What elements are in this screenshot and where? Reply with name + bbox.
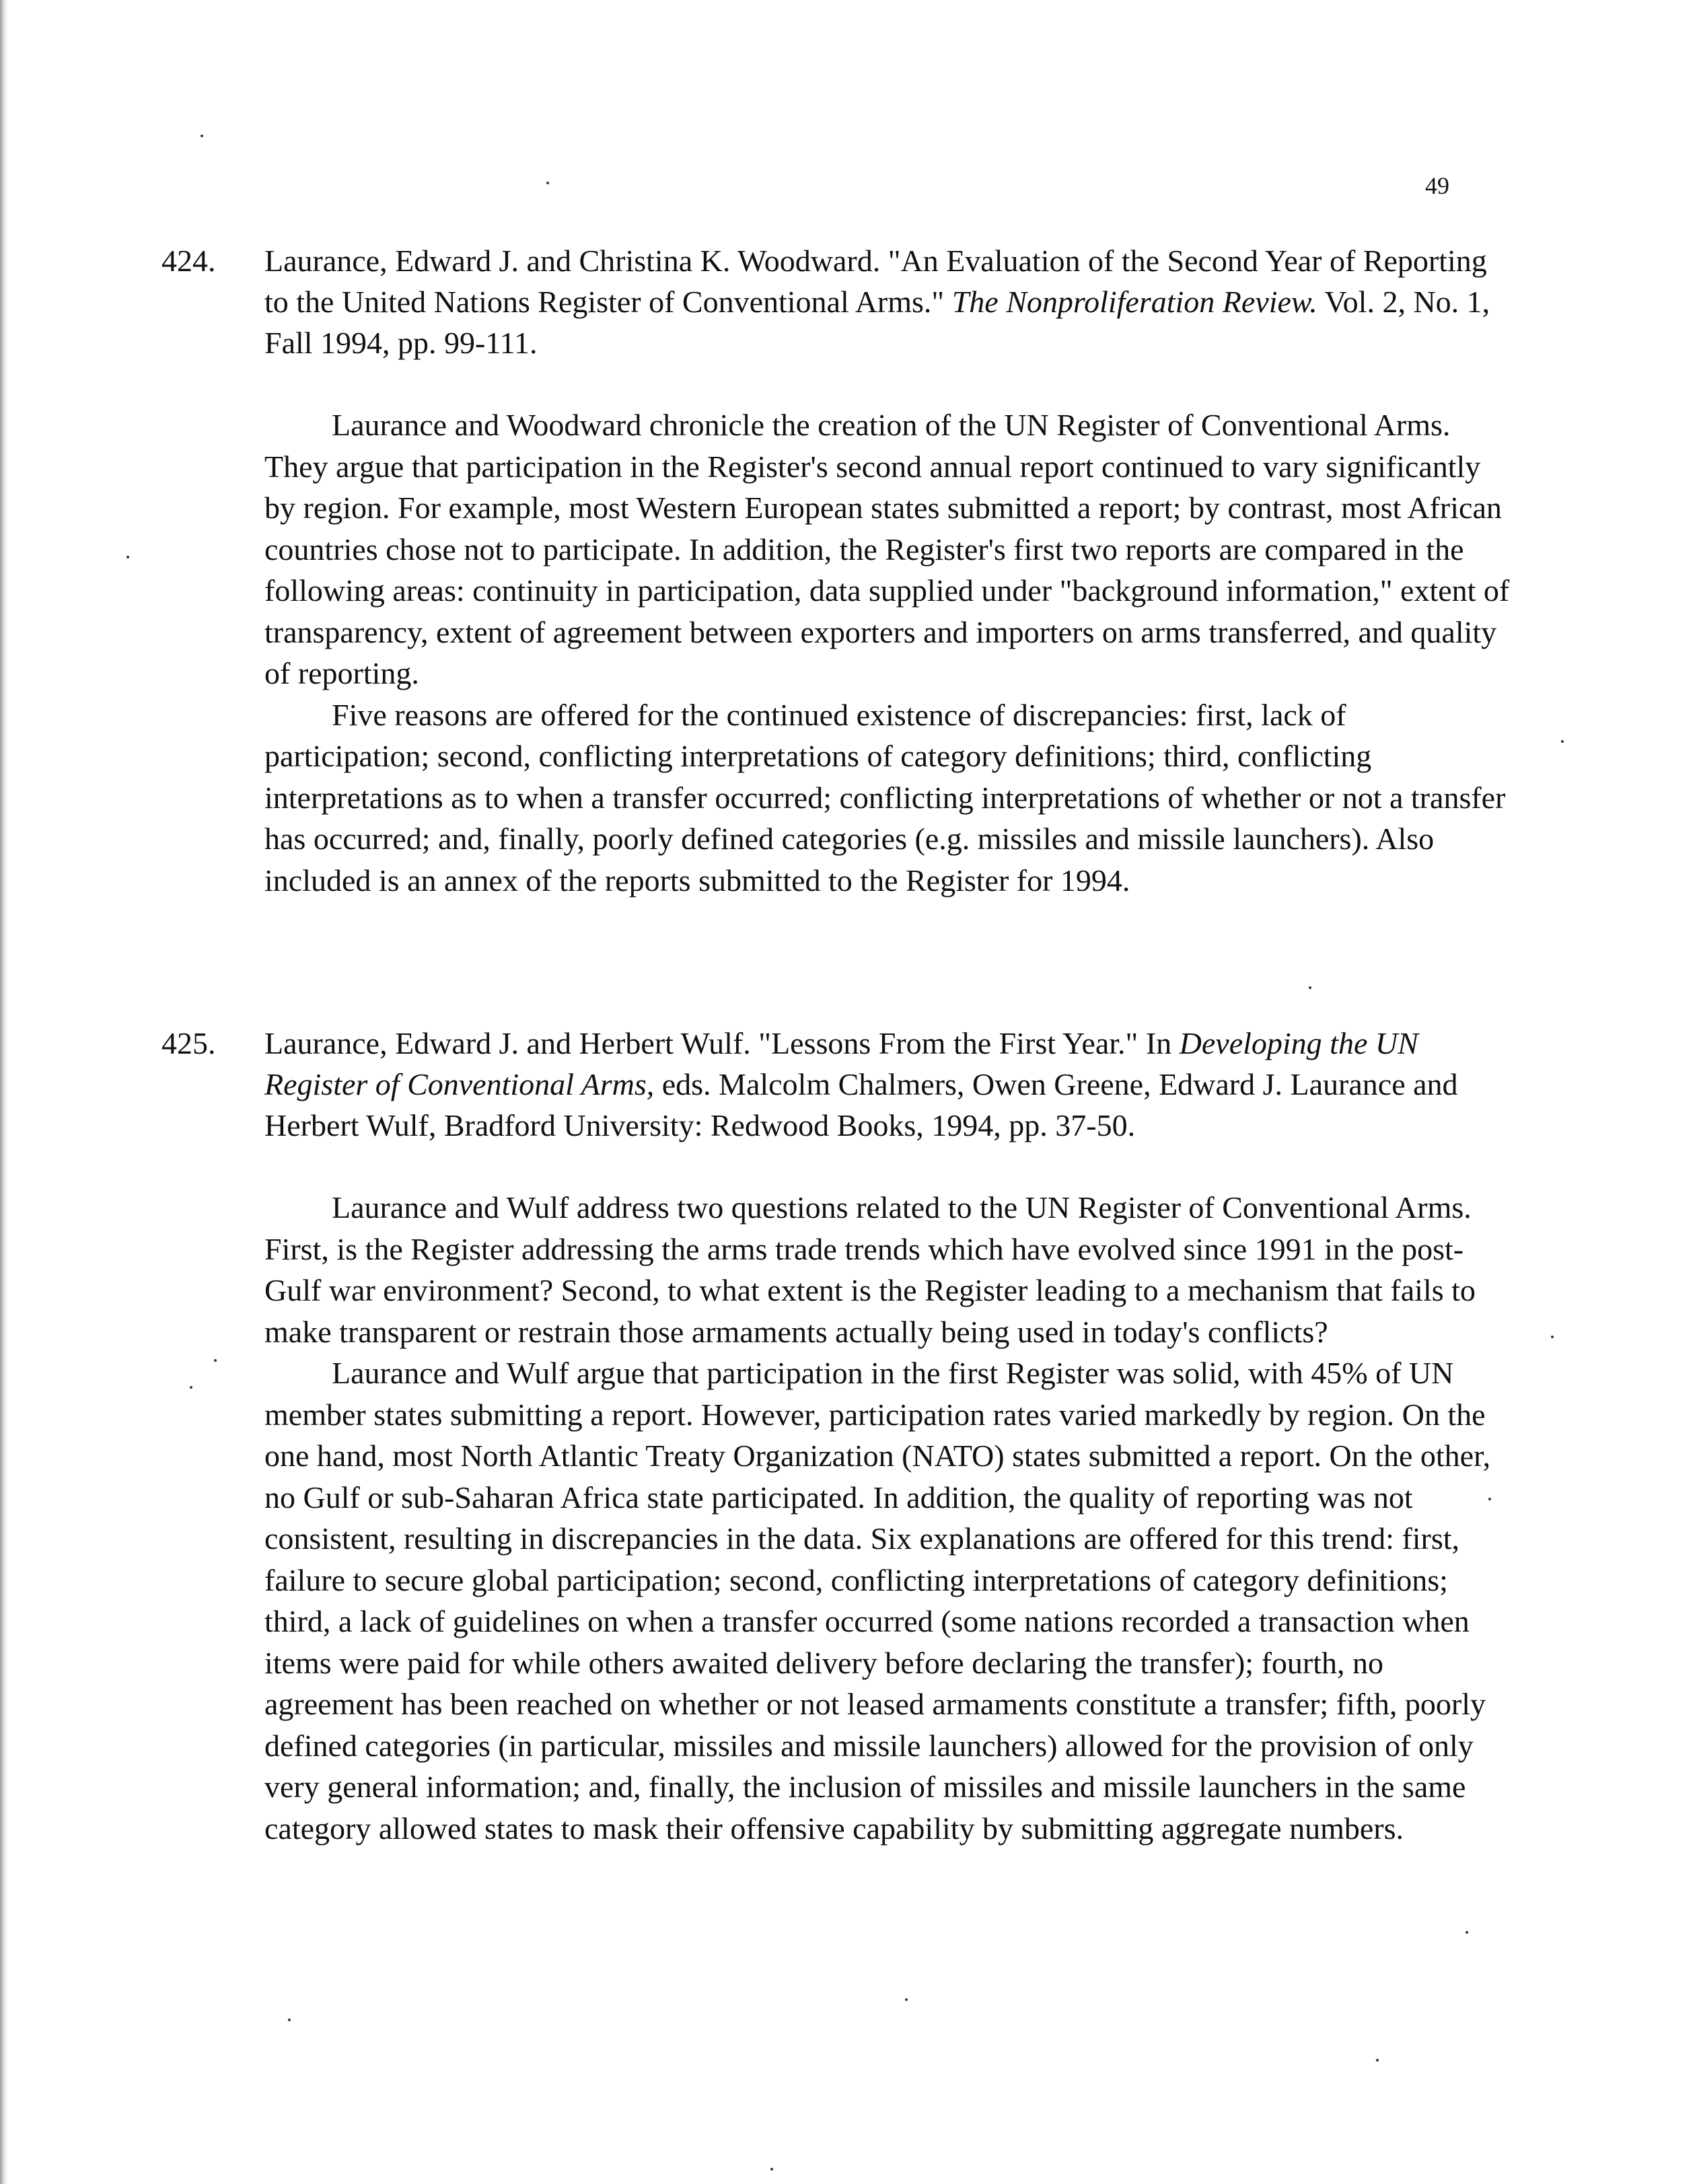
citation-details: eds. Malcolm Chalmers, Owen Greene, Edward J. Laurance and Herbert Wulf, Bradford University: Redwood Books, 1994, pp. 37-50. [264,1067,1458,1142]
annotation-paragraph: Laurance and Wulf argue that participation in the first Register was solid, with 45% of UN member states submitting a report. However, participation rates varied markedly by region. On the one hand, most North Atlantic Treaty Organization (NATO) states submitted a report. On the other, no Gulf or sub-Saharan Africa state participated. In addition, the quality of reporting was not consistent, resulting in discrepancies in the data. Six explanations are offered for this trend: first, failure to secure global participation; second, conflicting interpretations of category definitions; third, a lack of guidelines on when a transfer occurred (some nations recorded a transaction when items were paid for while others awaited delivery before declaring the transfer); fourth, no agreement has been reached on whether or not leased armaments constitute a transfer; fifth, poorly defined categories (in particular, missiles and missile launchers) allowed for the provision of only very general information; and, finally, the inclusion of missiles and missile launchers in the same category allowed states to mask their offensive capability by submitting aggregate numbers. [264,1356,1491,1846]
annotation [161,1187,1514,1849]
entry-number: 425. [161,1026,216,1060]
scan-speck [201,135,203,137]
scan-speck [126,556,129,558]
bibliography-entry-424 [161,240,1514,901]
scan-speck [905,1998,908,2001]
annotation-paragraph: Five reasons are offered for the continued existence of discrepancies: first, lack of participation; second, conflicting interpretations of category definitions; third, conflicting interpretations as to when a transfer occurred; conflicting interpretations of whether or not a transfer has occurred; and, finally, poorly defined categories (e.g. missiles and missile launchers). Also included is an annex of the reports submitted to the Register for 1994. [264,697,1506,898]
citation-authors: Laurance, Edward J. and Christina K. Woodward. [264,244,881,278]
scan-speck [1466,1931,1468,1934]
page-number: 49 [1425,172,1449,199]
citation-details: Vol. 2, No. 1, Fall 1994, pp. 99-111. [264,285,1490,360]
annotation [161,404,1514,901]
scan-speck [1551,1336,1554,1338]
citation [161,240,1514,363]
scan-speck [214,1359,217,1362]
citation-source: The Nonproliferation Review. [951,285,1317,319]
scan-speck [1561,740,1564,743]
citation [161,1023,1514,1146]
scan-speck [770,2168,773,2171]
citation-title: "An Evaluation of the Second Year of Reporting to the United Nations Register of Conventional Arms." [264,244,1487,319]
citation-title: "Lessons From the First Year." In [758,1026,1172,1060]
scan-speck [1488,1498,1491,1500]
bibliography-entry-425 [161,1023,1514,1849]
entry-number: 424. [161,244,216,278]
citation-source: Developing the UN Register of Conventional Arms, [264,1026,1418,1101]
annotation-paragraph: Laurance and Wulf address two questions related to the UN Register of Conventional Arms. First, is the Register addressing the arms trade trends which have evolved since 1991 in the post-Gulf war environment? Second, to what extent is the Register leading to a mechanism that fails to make transparent or restrain those armaments actually being used in today's conflicts? [264,1190,1476,1349]
scan-speck [1376,2059,1379,2062]
scan-speck [546,182,549,184]
scan-speck [190,1386,192,1389]
scan-speck [288,2018,291,2021]
citation-authors: Laurance, Edward J. and Herbert Wulf. [264,1026,751,1060]
scan-speck [1309,986,1311,989]
annotation-paragraph: Laurance and Woodward chronicle the creation of the UN Register of Conventional Arms. They argue that participation in the Register's second annual report continued to vary significantly by region. For example, most Western European states submitted a report; by contrast, most African countries chose not to participate. In addition, the Register's first two reports are compared in the following areas: continuity in participation, data supplied under "background information," extent of transparency, extent of agreement between exporters and importers on arms transferred, and quality of reporting. [264,408,1510,690]
scan-edge [0,0,8,2184]
